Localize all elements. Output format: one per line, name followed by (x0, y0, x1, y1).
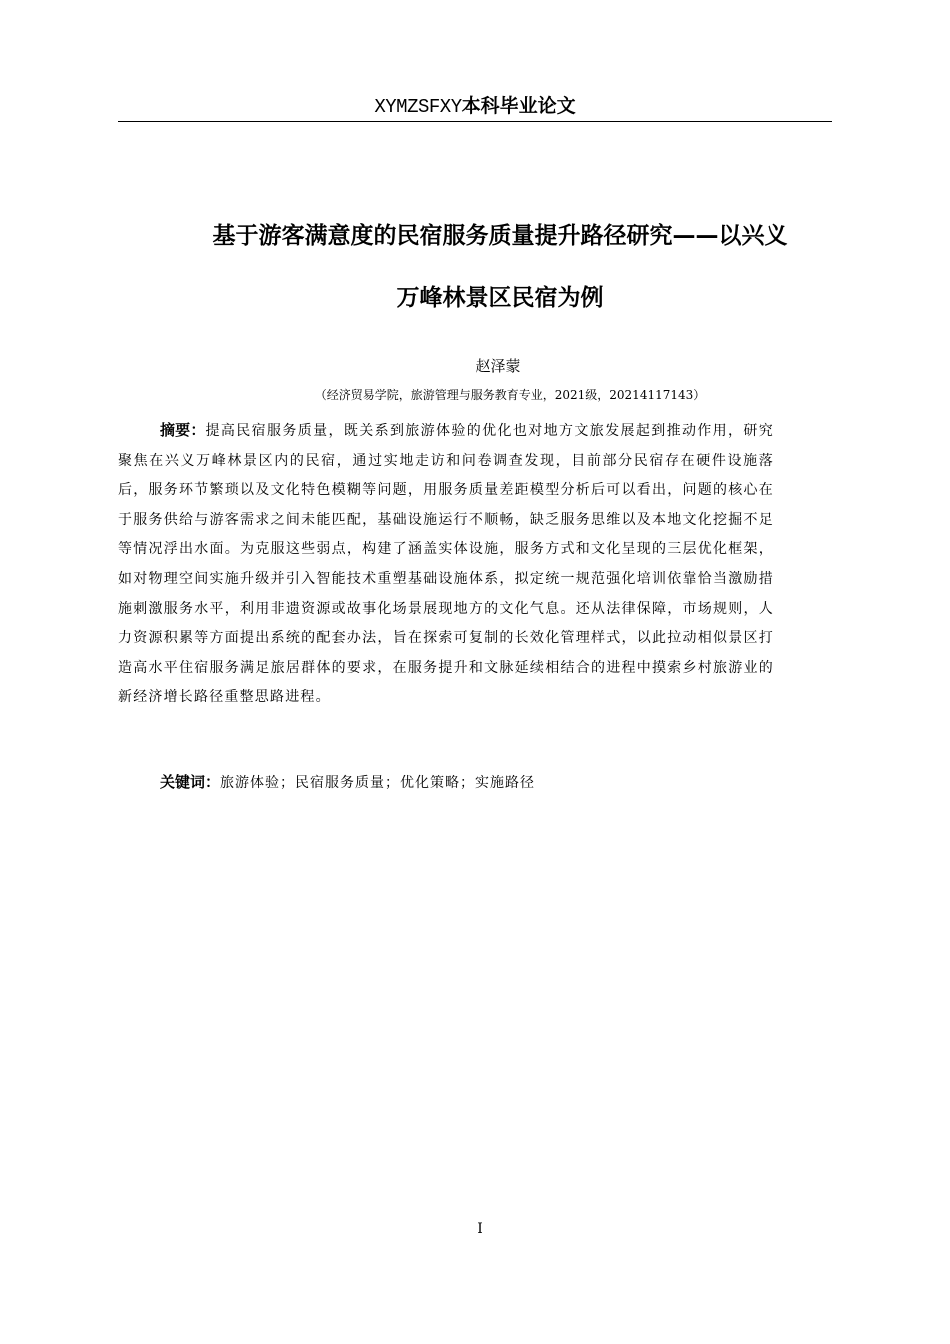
author-affiliation: （经济贸易学院，旅游管理与服务教育专业，2021级，20214117143） (314, 388, 706, 402)
header-school-code: XYMZSFXY (374, 96, 462, 118)
header-rule (118, 121, 832, 122)
keywords (118, 767, 774, 798)
paper-title-line-1: 基于游客满意度的民宿服务质量提升路径研究——以兴义 (212, 223, 788, 249)
keywords-label: 关键词： (160, 773, 221, 791)
header-thesis-label: 本科毕业论文 (461, 95, 576, 117)
paper-title (150, 205, 850, 329)
author-name: 赵泽蒙 (475, 357, 521, 375)
paper-title-line-2: 万峰林景区民宿为例 (396, 285, 604, 311)
keywords-text: 旅游体验；民宿服务质量；优化策略；实施路径 (220, 775, 536, 791)
abstract-label: 摘要： (160, 421, 206, 439)
page-number: I (477, 1221, 483, 1237)
abstract (118, 416, 774, 713)
abstract-text: 提高民宿服务质量，既关系到旅游体验的优化也对地方文旅发展起到推动作用，研究聚焦在兴义万峰林景区内的民宿，通过实地走访和问卷调查发现，目前部分民宿存在硬件设施落后，服务环节繁琐以及文化特色模糊等问题，用服务质量差距模型分析后可以看出，问题的核心在于服务供给与游客需求之间未能匹配，基础设施运行不顺畅，缺乏服务思维以及本地文化挖掘不足等情况浮出水面。为克服这些弱点，构建了涵盖实体设施，服务方式和文化呈现的三层优化框架，如对物理空间实施升级并引入智能技术重塑基础设施体系，拟定统一规范强化培训依靠恰当激励措施刺激服务水平，利用非遗资源或故事化场景展现地方的文化气息。还从法律保障，市场规则，人力资源积累等方面提出系统的配套办法，旨在探索可复制的长效化管理样式，以此拉动相似景区打造高水平住宿服务满足旅居群体的要求，在服务提升和文脉延续相结合的进程中摸索乡村旅游业的新经济增长路径重整思路进程。 (118, 423, 774, 706)
page-header (118, 92, 832, 121)
